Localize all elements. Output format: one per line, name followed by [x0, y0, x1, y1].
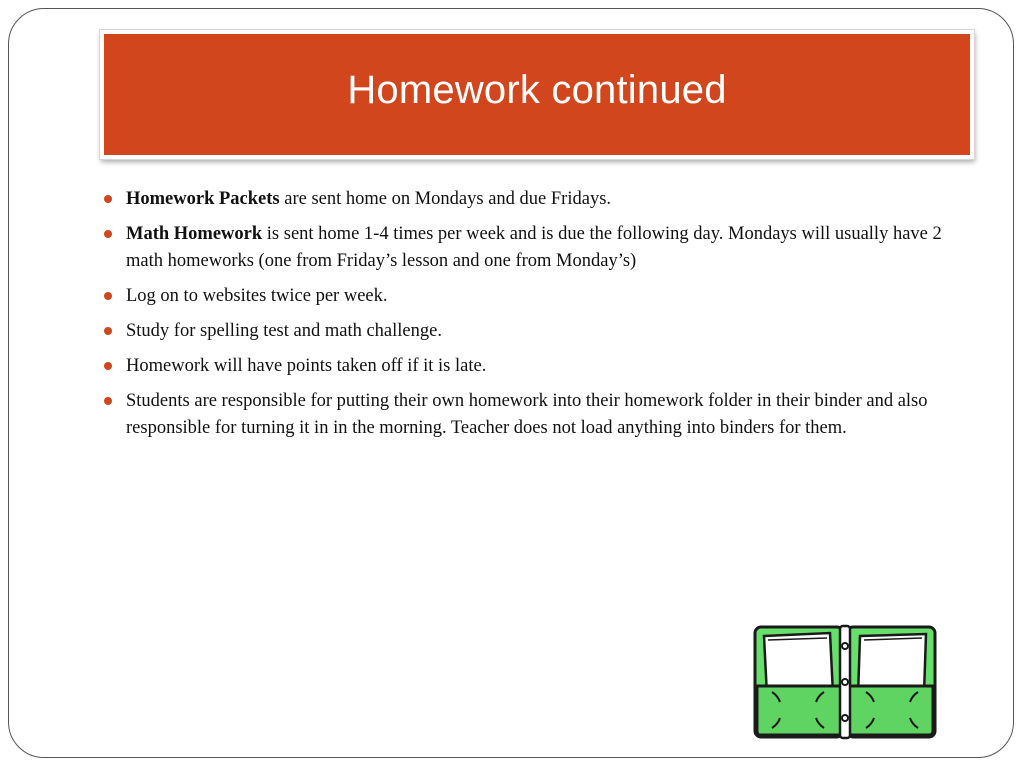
bullet-text: Students are responsible for putting their own homework into their homework folder in their binder and also responsible for turning it in in the morning. Teacher does not load anything into binders for them.: [126, 391, 928, 438]
bullet-list: [104, 186, 954, 450]
bullet-text: Study for spelling test and math challenge.: [126, 321, 442, 341]
title-banner: [100, 30, 974, 159]
slide-title: Homework continued: [347, 68, 727, 112]
folder-with-pockets-icon: [752, 624, 938, 740]
bullet-item: [104, 318, 954, 345]
bullet-text: Log on to websites twice per week.: [126, 286, 388, 306]
bullet-dot-icon: [104, 397, 112, 405]
bullet-item: [104, 221, 954, 275]
bullet-bold-text: Homework Packets: [126, 189, 280, 209]
bullet-item: [104, 388, 954, 442]
bullet-text: Homework will have points taken off if it is late.: [126, 356, 487, 376]
bullet-item: [104, 283, 954, 310]
bullet-item: [104, 186, 954, 213]
bullet-text: is sent home 1-4 times per week and is due the following day. Mondays will usually have 2 math homeworks (one from Friday’s lesson and one from Monday’s): [126, 224, 942, 271]
bullet-dot-icon: [104, 195, 112, 203]
bullet-bold-text: Math Homework: [126, 224, 263, 244]
bullet-dot-icon: [104, 292, 112, 300]
bullet-dot-icon: [104, 230, 112, 238]
bullet-dot-icon: [104, 327, 112, 335]
bullet-dot-icon: [104, 362, 112, 370]
bullet-text: are sent home on Mondays and due Fridays.: [279, 189, 612, 209]
bullet-item: [104, 353, 954, 380]
